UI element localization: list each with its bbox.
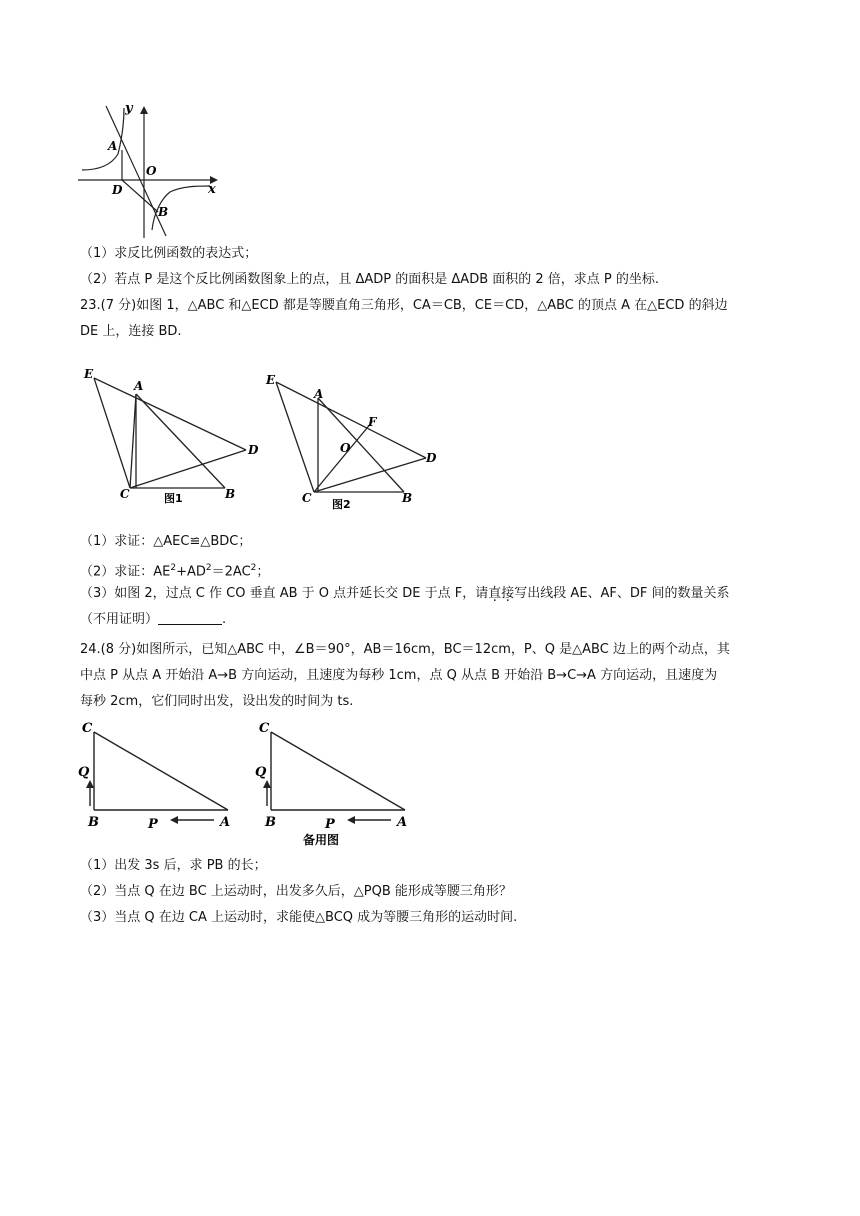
q22-figure bbox=[70, 98, 230, 243]
q23f2-label-E: E bbox=[266, 373, 276, 387]
q23f2-label-A: A bbox=[314, 387, 324, 401]
q23f1-label-E: E bbox=[84, 367, 94, 381]
q24f2-label-Q: Q bbox=[255, 765, 267, 780]
q22-label-D: D bbox=[112, 183, 123, 197]
emphasis-char: 直 bbox=[488, 586, 502, 601]
q23-stem-line2: DE 上，连接 BD. bbox=[80, 324, 182, 339]
q24f2-label-C: C bbox=[259, 721, 270, 736]
q24f2-label-P: P bbox=[325, 817, 335, 832]
q24f1-label-P: P bbox=[148, 817, 158, 832]
q24f2-caption: 备用图 bbox=[303, 833, 340, 847]
q23f1-label-D: D bbox=[248, 443, 259, 457]
q23-part3-line2 bbox=[80, 610, 785, 630]
q22-label-O: O bbox=[146, 164, 157, 178]
q24-stem-line2: 中点 P 从点 A 开始沿 A→B 方向运动，且速度为每秒 1cm，点 Q 从点 B 开始沿 B→C→A 方向运动，且速度为 bbox=[80, 668, 718, 683]
superscript-2: 2 bbox=[170, 563, 177, 573]
q23-part2-c: ＝2AC bbox=[211, 564, 251, 580]
q23-part2-b: +AD bbox=[176, 564, 206, 580]
superscript-2: 2 bbox=[205, 563, 212, 573]
q23-part1: （1）求证：△AEC≌△BDC； bbox=[80, 534, 252, 549]
q23-part3-line1 bbox=[80, 584, 785, 604]
q24f1-label-C: C bbox=[82, 721, 93, 736]
q23-figure-2 bbox=[262, 370, 452, 515]
q23f2-label-C: C bbox=[302, 491, 312, 505]
q23-part2-d: ； bbox=[256, 564, 270, 580]
q22-label-A: A bbox=[108, 139, 118, 153]
emphasis-char: 接 bbox=[501, 586, 515, 601]
q23f1-caption: 图1 bbox=[164, 492, 183, 505]
q24-part1: （1）出发 3s 后，求 PB 的长； bbox=[80, 858, 267, 873]
q23f2-label-B: B bbox=[402, 491, 413, 505]
q22-label-B: B bbox=[158, 205, 169, 219]
q23-figure-1 bbox=[80, 366, 270, 511]
q22-label-y: y bbox=[125, 101, 133, 116]
answer-blank bbox=[158, 610, 222, 625]
q23-part3-c: （不用证明） bbox=[80, 612, 159, 627]
q24f2-label-A: A bbox=[397, 815, 408, 830]
q24-stem-line1: 24.(8 分)如图所示，已知△ABC 中，∠B＝90°，AB＝16cm，BC＝12cm，P、Q 是△ABC 边上的两个动点，其 bbox=[80, 642, 730, 657]
q23f1-label-B: B bbox=[225, 487, 236, 501]
q24f2-label-B: B bbox=[265, 815, 276, 830]
q24-stem-line3: 每秒 2cm，它们同时出发，设出发的时间为 ts. bbox=[80, 694, 354, 709]
q23-part3-a: （3）如图 2，过点 C 作 CO 垂直 AB 于 O 点并延长交 DE 于点 F，请 bbox=[80, 586, 489, 601]
q23-part3-b: 写出线段 AE、AF、DF 间的数量关系 bbox=[514, 586, 730, 601]
q24f1-label-B: B bbox=[88, 815, 99, 830]
q24-figure-2 bbox=[255, 716, 425, 851]
q23f2-label-D: D bbox=[426, 451, 437, 465]
superscript-2: 2 bbox=[250, 563, 257, 573]
q24-part2: （2）当点 Q 在边 BC 上运动时，出发多久后，△PQB 能形成等腰三角形？ bbox=[80, 884, 512, 899]
q23f1-label-A: A bbox=[134, 379, 144, 393]
q23-part2-a: （2）求证：AE bbox=[80, 564, 171, 580]
q23f2-caption: 图2 bbox=[332, 498, 351, 511]
q23f2-label-O: O bbox=[340, 441, 351, 455]
q24f1-label-A: A bbox=[220, 815, 231, 830]
q23-part3-end: . bbox=[222, 612, 227, 627]
q24f1-label-Q: Q bbox=[78, 765, 90, 780]
q23f1-label-C: C bbox=[120, 487, 130, 501]
q24-part3: （3）当点 Q 在边 CA 上运动时，求能使△BCQ 成为等腰三角形的运动时间. bbox=[80, 910, 518, 925]
q22-part2: （2）若点 P 是这个反比例函数图象上的点，且 ΔADP 的面积是 ΔADB 面积的 2 倍，求点 P 的坐标. bbox=[80, 272, 660, 287]
q23-part2 bbox=[80, 558, 785, 582]
q23-stem-line1: 23.(7 分)如图 1，△ABC 和△ECD 都是等腰直角三角形，CA＝CB，CE＝CD，△ABC 的顶点 A 在△ECD 的斜边 bbox=[80, 298, 728, 313]
q24-figure-1 bbox=[78, 716, 248, 831]
q22-label-x: x bbox=[208, 182, 216, 197]
q23f2-label-F: F bbox=[368, 415, 377, 429]
q22-part1: （1）求反比例函数的表达式； bbox=[80, 246, 258, 261]
